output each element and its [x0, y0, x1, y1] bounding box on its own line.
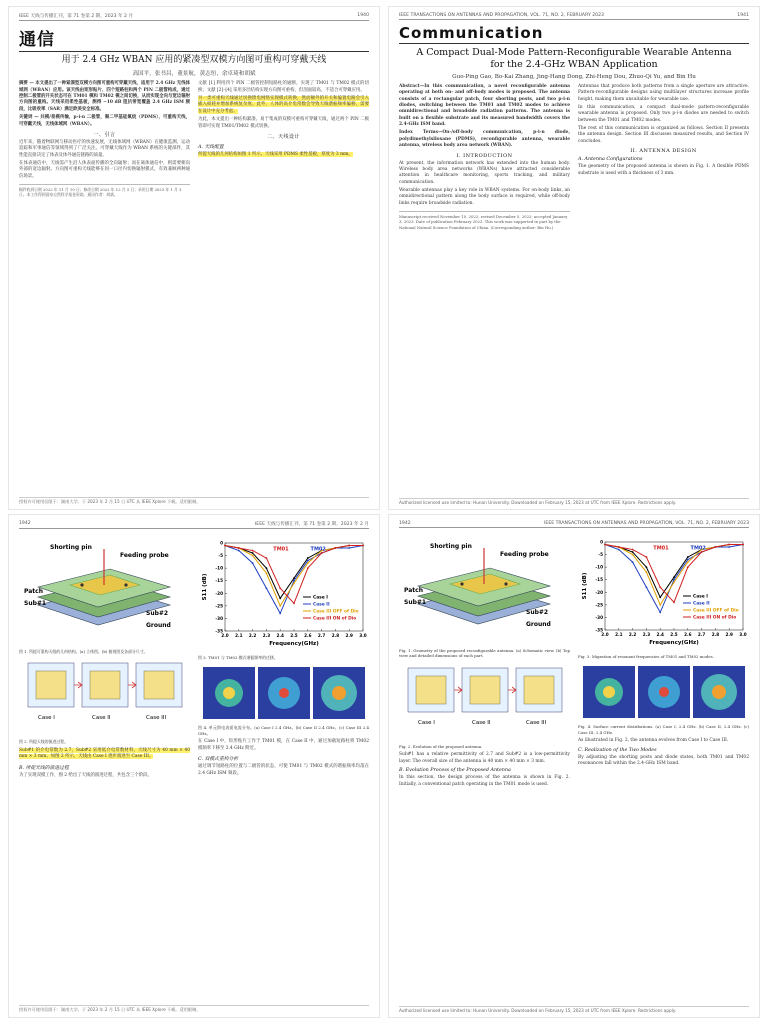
data-point: [251, 552, 253, 554]
paragraph: The geometry of the proposed antenna is shown in Fig. 1. A flexible PDMS substrate is used with a thickness of 3 mm.: [578, 164, 749, 176]
subsection-heading: B. Evolution Process of the Proposed Antenna: [399, 768, 511, 774]
data-point: [631, 561, 633, 563]
abstract: 摘要 — 本文提出了一种紧凑型双模方向图可重构可穿戴天线，适用于 2.4 GHz 无线体域网（WBAN）应用。该天线由矩形贴片、四个短路柱和两个 PIN 二极管构成，通过控制二极管的开关状态可在 TM01 模和 TM02 模之间切换，从而实现全向与宽边辐射方向图的重构。天线采用柔性基板，测得 −10 dB 阻抗带宽覆盖 2.4 GHz ISM 频段，比吸收率（SAR）满足欧美安全标准。: [19, 81, 190, 112]
data-point: [251, 555, 253, 557]
paragraph: [198, 152, 369, 158]
y-tick-label: -25: [594, 602, 603, 608]
data-point: [686, 556, 688, 558]
footnote: 稿件收到日期 2022 年 11 月 10 日；修改日期 2022 年 12 月 5 日；录用日期 2023 年 1 月 3 日。本工作得到国家自然科学基金资助。通讯作者：胡斌。: [19, 184, 190, 198]
evolution-diagram: [20, 657, 190, 737]
section-heading: 一、引言: [93, 131, 116, 138]
x-tick-label: 2.6: [683, 632, 692, 637]
x-axis-label: Frequency(GHz): [648, 640, 699, 646]
case-label: Case I: [37, 715, 55, 722]
legend-label: Case III ON of Dio: [312, 616, 356, 622]
running-header: [399, 13, 749, 20]
y-tick-label: -35: [594, 627, 603, 633]
y-tick-label: -20: [214, 590, 223, 596]
series-line: [605, 545, 743, 598]
figure-caption: Fig. 2. Evolution of the proposed antenna.: [399, 743, 483, 749]
y-tick-label: -30: [214, 615, 223, 621]
label-patch: Patch: [23, 588, 43, 595]
y-tick-label: -5: [597, 552, 603, 558]
paragraph: Wearable antennas play a key role in WBAN systems. For on-body links, an omnidirectional pattern along the body surface is required, while off-body links require broadside radiation.: [399, 188, 570, 206]
mode-annotation-tm02: TM02: [690, 545, 706, 552]
data-point: [279, 597, 281, 599]
data-point: [334, 547, 336, 549]
x-tick-label: 2.3: [642, 632, 650, 637]
figure-caption: 图 2. 所提天线的演进过程。: [19, 739, 68, 745]
x-tick-label: 3.0: [358, 633, 367, 638]
x-tick-label: 2.7: [697, 632, 705, 637]
label-sub2: Sub#2: [525, 609, 548, 616]
mode-annotation-tm01: TM01: [272, 546, 289, 553]
data-point: [631, 549, 633, 551]
x-tick-label: 2.1: [234, 633, 243, 638]
y-tick-label: -15: [594, 577, 603, 583]
figure-2: [19, 657, 190, 744]
data-point: [348, 545, 350, 547]
running-footer: 授权许可使用仅限于：湖南大学。于 2023 年 2 月 15 日 UTC 从 IEEE Xplore 下载。适用限制。: [19, 1005, 369, 1013]
legend-label: Case III ON of Dio: [692, 615, 736, 621]
section-heading: II. ANTENNA DESIGN: [630, 148, 697, 155]
body-columns: [19, 81, 369, 198]
page-number: 1940: [357, 13, 369, 18]
x-tick-label: 2.0: [220, 633, 229, 638]
y-tick-label: -25: [214, 603, 223, 609]
x-tick-label: 2.3: [262, 633, 270, 638]
data-point: [659, 612, 661, 614]
data-point: [714, 546, 716, 548]
index-terms: Index Terms—On-/off-body communication, p-i-n diode, polydimethylsiloxane (PDMS), reconfigurable antenna, wearable antenna, wireless body area network (WBAN).: [399, 130, 570, 149]
paragraph: 为此，本文提出一种结构紧凑、易于集成的双模可重构可穿戴天线，通过两个 PIN 二极管即可实现 TM01/TM02 模式切换。: [198, 117, 369, 129]
series-line: [225, 546, 363, 604]
shorting-pin-icon: [80, 583, 83, 586]
data-point: [237, 547, 239, 549]
figure-caption: 图 3. TM01 与 TM02 模式谐振频率的迁移。: [198, 655, 278, 660]
figure-caption: Fig. 1. Geometry of the proposed reconfigurable antenna. (a) Schematic view. (b) Top view and detailed dimensions of each part.: [399, 648, 570, 659]
section-banner: Communication: [399, 24, 749, 44]
highlighted-text: 所提天线的几何结构如图 1 所示。天线采用 PDMS 柔性基板，厚度为 3 mm。: [198, 151, 353, 157]
y-tick-label: -15: [214, 578, 223, 584]
x-tick-label: 2.5: [669, 632, 678, 637]
x-tick-label: 2.9: [344, 633, 353, 638]
page-number: 1942: [19, 521, 31, 526]
data-point: [279, 613, 281, 615]
paragraph: In this section, the design process of the antenna is shown in Fig. 2. Initially, a conventional patch operating in the TM01 mode is used.: [399, 775, 570, 787]
label-patch: Patch: [403, 587, 423, 594]
y-axis-label: S11 (dB): [201, 573, 208, 601]
paragraph: At present, the information network has extended into the human body. Wireless body area networks (WBANs) have attracted considerable attention in healthcare monitoring, sports tracking, and military communication.: [399, 160, 570, 185]
y-tick-label: -35: [214, 628, 223, 634]
paragraph: 为了实现双模工作，图 2 给出了天线的演进过程，共包含三个阶段。: [19, 772, 152, 778]
data-point: [348, 547, 350, 549]
running-header: [399, 521, 749, 528]
paragraph: As illustrated in Fig. 2, the antenna evolves from Case I to Case III.: [578, 738, 729, 744]
series-line: [225, 546, 363, 599]
page-2: [388, 6, 760, 510]
y-tick-label: -30: [594, 614, 603, 620]
data-point: [673, 581, 675, 583]
title-block: [413, 47, 735, 80]
data-point: [617, 546, 619, 548]
label-shorting-pin: Shorting pin: [49, 544, 92, 551]
paragraph: 在体表通信中，天线需产生沿人体表面传播的全向辐射；而在离体通信中，则需要朝向外部的宽边辐射。方向图可重构天线能够在同一口径内切换辐射模式，有效兼顾两种通信场景。: [19, 161, 190, 179]
page-3: [8, 514, 380, 1018]
mode-annotation-tm01: TM01: [652, 545, 669, 552]
data-point: [293, 582, 295, 584]
body-columns: [399, 532, 749, 790]
data-point: [306, 557, 308, 559]
page-number: 1941: [737, 13, 749, 18]
data-point: [673, 601, 675, 603]
right-column: [198, 81, 369, 198]
figure-3: [578, 534, 749, 659]
paper-title: A Compact Dual-Mode Pattern-Reconfigurable Wearable Antenna for the 2.4-GHz WBAN Application: [416, 47, 732, 70]
data-point: [265, 572, 267, 574]
label-sub2: Sub#2: [145, 610, 168, 617]
data-point: [631, 554, 633, 556]
data-point: [645, 571, 647, 573]
subsection-heading: A. 天线配置: [198, 144, 224, 150]
legend-label: Case I: [692, 594, 708, 600]
paragraph: 通过调节短路柱的位置与二极管的状态，可使 TM01 与 TM02 模式的谐振频率均落在 2.4 GHz ISM 频段。: [198, 764, 369, 776]
label-sub1: Sub#1: [403, 599, 426, 606]
x-tick-label: 2.5: [289, 633, 298, 638]
header-right: IEEE 天线与传播汇刊，第 71 卷第 2 期，2023 年 2 月: [254, 522, 369, 527]
figure-2: [399, 662, 570, 749]
x-tick-label: 2.4: [655, 632, 664, 637]
shorting-pin-icon: [124, 583, 127, 586]
data-point: [673, 576, 675, 578]
paper-title: 用于 2.4 GHz WBAN 应用的紧凑型双模方向图可重构可穿戴天线: [61, 55, 327, 65]
data-point: [659, 604, 661, 606]
label-ground: Ground: [145, 622, 171, 629]
label-feeding-probe: Feeding probe: [499, 551, 549, 558]
s11-chart: [579, 534, 749, 652]
evolution-diagram: [400, 662, 570, 742]
subsection-heading: B. 所提天线的演进过程: [19, 765, 69, 771]
data-point: [645, 556, 647, 558]
x-tick-label: 2.9: [724, 632, 733, 637]
paragraph: In this communication, a compact dual-mode pattern-reconfigurable wearable antenna is proposed. Only two p-i-n diodes are needed to switch between the TM01 and TM02 modes.: [578, 104, 749, 123]
data-point: [265, 557, 267, 559]
authors: Guo-Ping Gao, Bo-Kai Zhang, Jing-Hang Dong, Zhi-Heng Dou, Zhuo-Qi Yu, and Bin Hu: [452, 73, 696, 80]
x-tick-label: 2.7: [317, 633, 325, 638]
current-distribution: [579, 662, 749, 722]
running-footer: Authorized licensed use limited to: Hunan University. Downloaded on February 15, 2023 at UTC from IEEE Xplore. Restrictions apply.: [399, 1006, 749, 1013]
arrow-icon: [128, 682, 136, 688]
data-point: [631, 551, 633, 553]
figure-3: [198, 535, 369, 660]
data-point: [645, 586, 647, 588]
figure-caption: Fig. 3. Migration of resonant frequencies of TM01 and TM02 modes.: [578, 654, 714, 659]
body-columns: [399, 84, 749, 230]
data-point: [728, 544, 730, 546]
data-point: [659, 586, 661, 588]
right-column: [578, 532, 749, 790]
arrow-icon: [74, 682, 82, 688]
header-left: IEEE 天线与传播汇刊，第 71 卷第 2 期，2023 年 2 月: [19, 14, 134, 19]
series-line: [605, 545, 743, 603]
figure-1: [19, 535, 190, 654]
data-point: [686, 559, 688, 561]
case-label: Case III: [145, 715, 166, 722]
paragraph: The rest of this communication is organized as follows. Section II presents the antenna design. Section III discusses measured results, and Section IV concludes.: [578, 126, 749, 144]
subsection-heading: A. Antenna Configurations: [578, 157, 643, 163]
x-tick-label: 2.2: [248, 633, 256, 638]
data-point: [293, 602, 295, 604]
page-1: [8, 6, 380, 510]
data-point: [742, 544, 744, 546]
case-label: Case I: [417, 719, 435, 726]
page-number: 1942: [399, 521, 411, 526]
y-tick-label: -10: [214, 565, 223, 571]
arrow-icon: [508, 687, 516, 693]
shorting-pin-icon: [460, 582, 463, 585]
x-tick-label: 2.8: [711, 632, 719, 637]
paragraph: [19, 748, 190, 761]
data-point: [645, 566, 647, 568]
antenna-geometry-diagram: [20, 535, 190, 647]
x-tick-label: 3.0: [738, 632, 747, 637]
x-tick-label: 2.4: [275, 633, 284, 638]
data-point: [604, 544, 606, 546]
data-point: [306, 567, 308, 569]
x-tick-label: 2.8: [331, 633, 339, 638]
paragraph: Antennas that produce both patterns from a single aperture are attractive. Pattern-reconfigurable designs using multilayer structures increase profile height, making them unsuitable for wearable use.: [578, 83, 749, 102]
right-column: [198, 533, 369, 781]
s11-chart: [199, 535, 369, 653]
legend-label: Case I: [312, 595, 328, 601]
data-point: [617, 549, 619, 551]
abstract: Abstract—In this communication, a novel reconfigurable antenna operating at both on- and off-body modes is proposed. The antenna consists of a rectangular patch, four shorting posts, and two p-i-n diodes, switching between the TM01 and TM02 modes to achieve omnidirectional and broadside radiation patterns. The antenna is built on a flexible substrate and its measured bandwidth covers the 2.4-GHz ISM band.: [399, 83, 570, 127]
data-point: [306, 562, 308, 564]
y-tick-label: 0: [599, 539, 603, 545]
left-column: [19, 81, 190, 198]
label-ground: Ground: [525, 621, 551, 628]
y-tick-label: 0: [219, 540, 223, 546]
case-label: Case II: [471, 719, 490, 726]
data-point: [306, 560, 308, 562]
footnote: Manuscript received November 10, 2022; revised December 5, 2022; accepted January 3, 2023. Date of publication February 2023. This work was supported in part by the National Natural Science Foundation of China. (Corresponding author: Bin Hu.): [399, 211, 570, 230]
paragraph: [198, 96, 369, 115]
data-point: [673, 579, 675, 581]
left-column: [399, 84, 570, 230]
label-sub1: Sub#1: [23, 600, 46, 607]
y-tick-label: -5: [217, 553, 223, 559]
series-line: [605, 545, 743, 605]
figure-4: [578, 662, 749, 735]
data-point: [251, 562, 253, 564]
legend-label: Case II: [312, 602, 330, 608]
title-block: [33, 55, 355, 77]
paragraph: Sub#1 has a relative permittivity of 2.7 and Sub#2 is a low-permittivity layer. The overall size of the antenna is 40 mm × 40 mm × 3 mm.: [399, 752, 570, 764]
subsection-heading: C. Realization of the Two Modes: [578, 747, 657, 753]
arrow-icon: [454, 687, 462, 693]
section-heading: I. INTRODUCTION: [456, 152, 513, 159]
y-tick-label: -10: [594, 564, 603, 570]
data-point: [279, 605, 281, 607]
authors: 高国平，张书昌，董景航，黄志恒，余卓琦和胡斌: [132, 71, 256, 78]
data-point: [659, 596, 661, 598]
data-point: [251, 550, 253, 552]
mode-annotation-tm02: TM02: [310, 546, 326, 553]
antenna-geometry-diagram: [400, 534, 570, 646]
x-tick-label: 2.6: [303, 633, 312, 638]
body-columns: [19, 533, 369, 781]
running-header: [19, 13, 369, 21]
shorting-pin-icon: [504, 582, 507, 585]
legend-label: Case III OFF of Dio: [312, 609, 359, 615]
figure-4: [198, 663, 369, 736]
data-point: [265, 567, 267, 569]
data-point: [686, 566, 688, 568]
figure-1: [399, 534, 570, 659]
figure-caption: 图 1. 所提可重构天线的几何结构。(a) 立体图。(b) 俯视图及各部分尺寸。: [19, 649, 148, 654]
data-point: [728, 546, 730, 548]
data-point: [237, 550, 239, 552]
x-tick-label: 2.0: [600, 632, 609, 637]
section-banner: 通信: [19, 25, 369, 52]
legend-label: Case II: [692, 601, 710, 607]
highlighted-text: 另一类可重构天线通过切换馈电网络实现模式转换，然而额外的开关和偏置电路会引入插入损耗并增加系统复杂度。此外，人体的高介电常数会导致天线谐振频率偏移，需要在设计中充分考虑。: [198, 96, 369, 114]
figure-caption: 图 4. 单元馈电表面电流分布。(a) Case I 2.4 GHz。(b) Case II 2.4 GHz。(c) Case III 2.4 GHz。: [198, 725, 369, 736]
x-tick-label: 2.2: [628, 632, 636, 637]
case-label: Case III: [525, 719, 546, 726]
x-axis-label: Frequency(GHz): [268, 641, 319, 647]
left-column: [19, 533, 190, 781]
figure-caption: Fig. 4. Surface current distributions. (a) Case I, 2.4 GHz. (b) Case II, 2.4 GHz. (c) Case III, 2.4 GHz.: [578, 724, 749, 735]
left-column: [399, 532, 570, 790]
current-distribution: [199, 663, 369, 723]
label-feeding-probe: Feeding probe: [119, 552, 169, 559]
right-column: [578, 84, 749, 230]
header-right: IEEE TRANSACTIONS ON ANTENNAS AND PROPAGATION, VOL. 71, NO. 2, FEBRUARY 2023: [544, 521, 749, 526]
data-point: [224, 545, 226, 547]
paragraph: 在 Case I 中，矩形贴片工作于 TM01 模，在 Case II 中，通过加载短路柱将 TM02 模频率下移至 2.4 GHz 附近。: [198, 739, 369, 751]
legend-label: Case III OFF of Dio: [692, 608, 739, 614]
data-point: [265, 587, 267, 589]
y-tick-label: -20: [594, 589, 603, 595]
paragraph: 近年来，随着物联网与移动医疗的快速发展，无线体域网（WBAN）在健康监测、运动追踪和军事通信等领域得到了广泛关注。可穿戴天线作为 WBAN 系统的关键部件，其性能直接决定了体表及体外通信链路的质量。: [19, 139, 190, 158]
data-point: [293, 580, 295, 582]
running-header: [19, 521, 369, 529]
highlighted-text: Sub#1 的介电常数为 2.7，Sub#2 采用低介电常数材料，天线尺寸为 40 mm × 40 mm × 3 mm。如图 2 所示，天线由 Case I 逐步演进至 Case III。: [19, 747, 190, 760]
x-tick-label: 2.1: [614, 632, 623, 637]
subsection-heading: C. 双模式重构分析: [198, 757, 239, 763]
paragraph: By adjusting the shorting posts and diode states, both TM01 and TM02 resonances fall within the 2.4-GHz ISM band.: [578, 754, 749, 767]
case-label: Case II: [91, 715, 110, 722]
paragraph: 文献 [1] 利用四个 PIN 二极管控制短路柱的通断，实现了 TM01 与 TM02 模式的切换；文献 [2]–[4] 采用多层结构实现方向图可重构，但剖面较高，不适合可穿戴应用。: [198, 81, 369, 93]
page-4: [388, 514, 760, 1018]
data-point: [362, 545, 364, 547]
series-line: [225, 546, 363, 606]
header-left: IEEE TRANSACTIONS ON ANTENNAS AND PROPAGATION, VOL. 71, NO. 2, FEBRUARY 2023: [399, 13, 604, 18]
running-footer: 授权许可使用仅限于：湖南大学。于 2023 年 2 月 15 日 UTC 从 IEEE Xplore 下载。适用限制。: [19, 497, 369, 505]
running-footer: Authorized licensed use limited to: Hunan University. Downloaded on February 15, 2023 at UTC from IEEE Xplore. Restrictions apply.: [399, 498, 749, 505]
label-shorting-pin: Shorting pin: [429, 543, 472, 550]
data-point: [686, 561, 688, 563]
section-heading: 二、天线设计: [266, 133, 300, 140]
data-point: [293, 577, 295, 579]
index-terms: 关键词 — 共模/差模传输，p-i-n 二极管，聚二甲基硅氧烷（PDMS），可重构天线，可穿戴天线，无线体域网（WBAN）。: [19, 115, 190, 127]
y-axis-label: S11 (dB): [581, 572, 588, 600]
data-point: [279, 587, 281, 589]
